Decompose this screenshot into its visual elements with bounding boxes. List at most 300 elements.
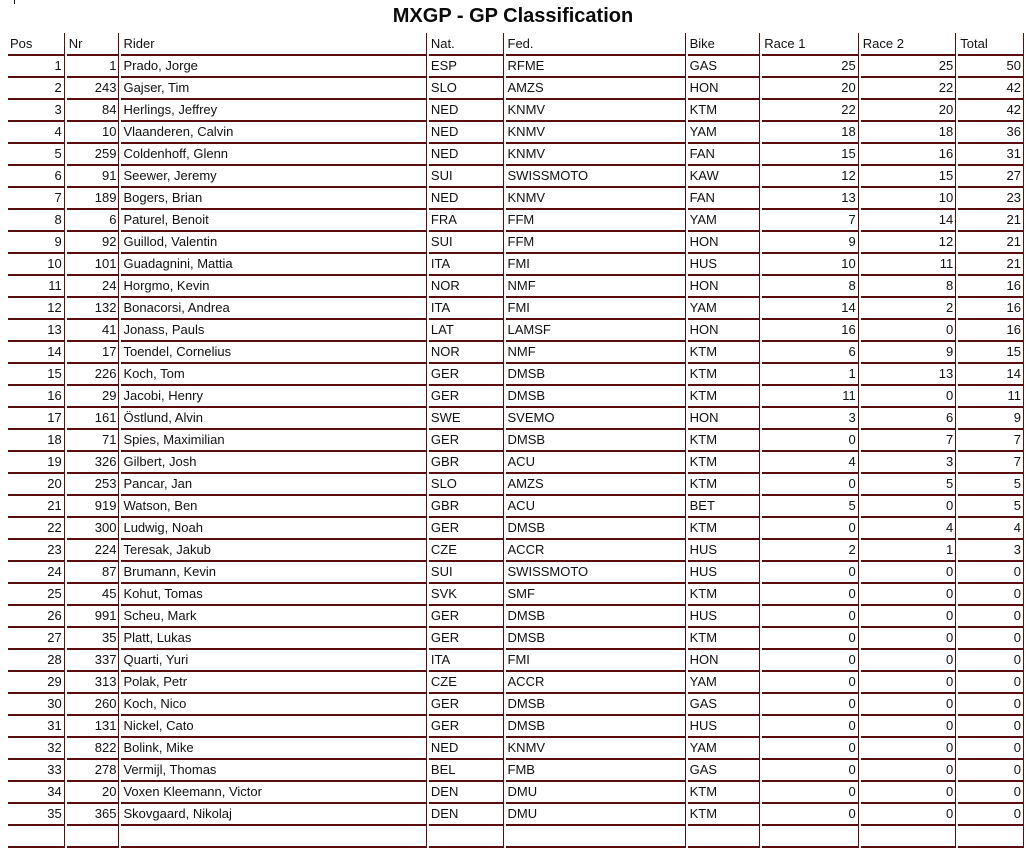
- cell-total: 0: [958, 782, 1024, 804]
- cell-bike: KTM: [688, 386, 761, 408]
- cell-fed: DMSB: [506, 694, 686, 716]
- cell-pos: 27: [8, 628, 65, 650]
- cell-fed: NMF: [506, 342, 686, 364]
- cell-bike: YAM: [688, 298, 761, 320]
- cell-fed: SWISSMOTO: [506, 562, 686, 584]
- cell-nat: GER: [429, 386, 504, 408]
- cell-bike: HON: [688, 320, 761, 342]
- cell-bike: KTM: [688, 804, 761, 826]
- table-row: [8, 320, 1024, 342]
- cell-total: 0: [958, 562, 1024, 584]
- table-row: [8, 716, 1024, 738]
- column-header-bike: Bike: [688, 33, 761, 56]
- cell-race1: 0: [762, 606, 859, 628]
- cell-race2: 0: [861, 562, 957, 584]
- cell-race1: 0: [762, 650, 859, 672]
- cell-pos: 33: [8, 760, 65, 782]
- table-row: [8, 144, 1024, 166]
- table-row: [8, 518, 1024, 540]
- cell-race2: 6: [861, 408, 957, 430]
- cell-fed: KNMV: [506, 144, 686, 166]
- cell-race2: 16: [861, 144, 957, 166]
- cell-fed: FMI: [506, 650, 686, 672]
- cell-rider: Koch, Tom: [121, 364, 426, 386]
- cell-bike: YAM: [688, 738, 761, 760]
- cell-pos: 23: [8, 540, 65, 562]
- cell-total: 4: [958, 518, 1024, 540]
- cell-nr: 313: [67, 672, 120, 694]
- cell-bike: YAM: [688, 122, 761, 144]
- cell-pos: 2: [8, 78, 65, 100]
- cell-rider: Voxen Kleemann, Victor: [121, 782, 426, 804]
- table-row: [8, 276, 1024, 298]
- column-header-total: Total: [958, 33, 1024, 56]
- cell-nat: NED: [429, 188, 504, 210]
- cell-nat: SUI: [429, 232, 504, 254]
- cell-fed: ACU: [506, 496, 686, 518]
- cell-race1: 10: [762, 254, 859, 276]
- cell-pos: 25: [8, 584, 65, 606]
- cell-fed: DMSB: [506, 386, 686, 408]
- cell-race2: 9: [861, 342, 957, 364]
- cell-bike: BET: [688, 496, 761, 518]
- cell-rider: Vermijl, Thomas: [121, 760, 426, 782]
- cell-pos: 20: [8, 474, 65, 496]
- cell-bike: HON: [688, 276, 761, 298]
- cell-rider: Bolink, Mike: [121, 738, 426, 760]
- cell-fed: KNMV: [506, 122, 686, 144]
- cell-pos: 15: [8, 364, 65, 386]
- cell-race2: 11: [861, 254, 957, 276]
- cell-nr: 365: [67, 804, 120, 826]
- cell-total: 16: [958, 320, 1024, 342]
- cell-total: 23: [958, 188, 1024, 210]
- cell-nat: ITA: [429, 650, 504, 672]
- cell-race1: 22: [762, 100, 859, 122]
- table-row: [8, 562, 1024, 584]
- cell-nat: DEN: [429, 782, 504, 804]
- cell-pos: 32: [8, 738, 65, 760]
- cell-total: 5: [958, 474, 1024, 496]
- cell-bike: KTM: [688, 342, 761, 364]
- cell-bike: KTM: [688, 364, 761, 386]
- cell-fed: FFM: [506, 232, 686, 254]
- cell-fed: DMSB: [506, 430, 686, 452]
- table-row: [8, 760, 1024, 782]
- cell-nr: 822: [67, 738, 120, 760]
- cell-nr: 300: [67, 518, 120, 540]
- cell-empty: [958, 826, 1024, 848]
- cell-pos: 8: [8, 210, 65, 232]
- table-row: [8, 474, 1024, 496]
- cell-rider: Vlaanderen, Calvin: [121, 122, 426, 144]
- cell-total: 42: [958, 78, 1024, 100]
- cell-fed: DMSB: [506, 716, 686, 738]
- cell-rider: Horgmo, Kevin: [121, 276, 426, 298]
- cell-total: 11: [958, 386, 1024, 408]
- cell-pos: 28: [8, 650, 65, 672]
- cell-fed: SMF: [506, 584, 686, 606]
- cell-rider: Guadagnini, Mattia: [121, 254, 426, 276]
- cell-nat: GER: [429, 694, 504, 716]
- cell-nr: 10: [67, 122, 120, 144]
- cell-total: 14: [958, 364, 1024, 386]
- cell-nat: GER: [429, 364, 504, 386]
- cell-pos: 3: [8, 100, 65, 122]
- cell-pos: 9: [8, 232, 65, 254]
- cell-bike: KAW: [688, 166, 761, 188]
- cell-total: 0: [958, 738, 1024, 760]
- cell-total: 16: [958, 298, 1024, 320]
- cell-fed: DMSB: [506, 606, 686, 628]
- cell-bike: HUS: [688, 254, 761, 276]
- cell-rider: Spies, Maximilian: [121, 430, 426, 452]
- cell-pos: 34: [8, 782, 65, 804]
- table-row: [8, 628, 1024, 650]
- cell-nat: CZE: [429, 540, 504, 562]
- cell-pos: 31: [8, 716, 65, 738]
- cell-fed: FMI: [506, 254, 686, 276]
- cell-pos: 6: [8, 166, 65, 188]
- cell-bike: GAS: [688, 694, 761, 716]
- cell-rider: Scheu, Mark: [121, 606, 426, 628]
- cell-race2: 0: [861, 496, 957, 518]
- cell-race1: 0: [762, 430, 859, 452]
- cell-bike: HON: [688, 408, 761, 430]
- column-header-nat: Nat.: [429, 33, 504, 56]
- cell-fed: KNMV: [506, 100, 686, 122]
- cell-nr: 326: [67, 452, 120, 474]
- cell-rider: Brumann, Kevin: [121, 562, 426, 584]
- cell-total: 21: [958, 210, 1024, 232]
- cell-race1: 16: [762, 320, 859, 342]
- cell-rider: Polak, Petr: [121, 672, 426, 694]
- cell-race1: 0: [762, 518, 859, 540]
- cell-nat: FRA: [429, 210, 504, 232]
- cell-race1: 3: [762, 408, 859, 430]
- cell-race1: 0: [762, 716, 859, 738]
- table-row: [8, 672, 1024, 694]
- cell-nr: 29: [67, 386, 120, 408]
- cell-bike: KTM: [688, 430, 761, 452]
- cell-nr: 35: [67, 628, 120, 650]
- cell-pos: 29: [8, 672, 65, 694]
- cell-nr: 1: [67, 56, 120, 78]
- table-row: [8, 364, 1024, 386]
- cell-nat: ESP: [429, 56, 504, 78]
- cell-empty: [762, 826, 859, 848]
- table-header-row: [8, 33, 1024, 56]
- cell-bike: FAN: [688, 144, 761, 166]
- cell-pos: 17: [8, 408, 65, 430]
- cell-total: 5: [958, 496, 1024, 518]
- classification-table: [6, 33, 1026, 848]
- cell-total: 0: [958, 650, 1024, 672]
- cell-total: 36: [958, 122, 1024, 144]
- cell-bike: HUS: [688, 562, 761, 584]
- cell-pos: 19: [8, 452, 65, 474]
- cell-race2: 20: [861, 100, 957, 122]
- cell-empty: [506, 826, 686, 848]
- cell-bike: KTM: [688, 518, 761, 540]
- cell-nat: SUI: [429, 166, 504, 188]
- table-row: [8, 122, 1024, 144]
- cell-race2: 0: [861, 782, 957, 804]
- table-row: [8, 254, 1024, 276]
- table-row: [8, 298, 1024, 320]
- cell-pos: 26: [8, 606, 65, 628]
- cell-pos: 30: [8, 694, 65, 716]
- cell-bike: GAS: [688, 56, 761, 78]
- cell-pos: 11: [8, 276, 65, 298]
- cell-total: 42: [958, 100, 1024, 122]
- cell-race2: 15: [861, 166, 957, 188]
- cell-rider: Paturel, Benoit: [121, 210, 426, 232]
- cell-race2: 0: [861, 694, 957, 716]
- table-row: [8, 386, 1024, 408]
- cell-nat: NED: [429, 738, 504, 760]
- cell-nat: SVK: [429, 584, 504, 606]
- cell-race2: 0: [861, 672, 957, 694]
- cell-bike: YAM: [688, 210, 761, 232]
- table-row: [8, 540, 1024, 562]
- cell-race2: 0: [861, 320, 957, 342]
- cell-nr: 87: [67, 562, 120, 584]
- cell-nr: 991: [67, 606, 120, 628]
- cell-nr: 243: [67, 78, 120, 100]
- cell-nat: ITA: [429, 298, 504, 320]
- cell-nr: 20: [67, 782, 120, 804]
- cell-total: 15: [958, 342, 1024, 364]
- cell-race2: 3: [861, 452, 957, 474]
- cell-total: 27: [958, 166, 1024, 188]
- cell-fed: AMZS: [506, 474, 686, 496]
- cell-fed: SVEMO: [506, 408, 686, 430]
- cell-race1: 20: [762, 78, 859, 100]
- cell-race2: 0: [861, 606, 957, 628]
- cell-empty: [861, 826, 957, 848]
- cell-nr: 45: [67, 584, 120, 606]
- cell-nr: 91: [67, 166, 120, 188]
- cell-total: 50: [958, 56, 1024, 78]
- cell-total: 0: [958, 628, 1024, 650]
- table-row: [8, 694, 1024, 716]
- cell-total: 3: [958, 540, 1024, 562]
- cell-race1: 0: [762, 628, 859, 650]
- cell-nat: NED: [429, 122, 504, 144]
- cell-total: 21: [958, 254, 1024, 276]
- cell-nat: NOR: [429, 342, 504, 364]
- cell-rider: Nickel, Cato: [121, 716, 426, 738]
- cell-nr: 260: [67, 694, 120, 716]
- cell-bike: KTM: [688, 100, 761, 122]
- cell-nr: 71: [67, 430, 120, 452]
- cell-pos: 1: [8, 56, 65, 78]
- cell-bike: KTM: [688, 584, 761, 606]
- cell-race1: 1: [762, 364, 859, 386]
- cell-race1: 14: [762, 298, 859, 320]
- cell-nat: SWE: [429, 408, 504, 430]
- table-row: [8, 100, 1024, 122]
- cell-rider: Bonacorsi, Andrea: [121, 298, 426, 320]
- cell-fed: FFM: [506, 210, 686, 232]
- cell-rider: Skovgaard, Nikolaj: [121, 804, 426, 826]
- cell-rider: Jacobi, Henry: [121, 386, 426, 408]
- cell-pos: 35: [8, 804, 65, 826]
- cell-pos: 12: [8, 298, 65, 320]
- cell-pos: 14: [8, 342, 65, 364]
- cell-fed: KNMV: [506, 738, 686, 760]
- cell-race1: 0: [762, 782, 859, 804]
- cell-nr: 259: [67, 144, 120, 166]
- cell-nat: GER: [429, 716, 504, 738]
- cell-nr: 919: [67, 496, 120, 518]
- cell-nat: SLO: [429, 78, 504, 100]
- cell-nat: GBR: [429, 452, 504, 474]
- cell-nr: 92: [67, 232, 120, 254]
- cell-pos: 7: [8, 188, 65, 210]
- table-row: [8, 606, 1024, 628]
- cell-race1: 0: [762, 760, 859, 782]
- cell-race2: 2: [861, 298, 957, 320]
- cell-nr: 226: [67, 364, 120, 386]
- cell-rider: Platt, Lukas: [121, 628, 426, 650]
- cell-nr: 337: [67, 650, 120, 672]
- cell-pos: 5: [8, 144, 65, 166]
- cell-race2: 0: [861, 716, 957, 738]
- column-header-pos: Pos: [8, 33, 65, 56]
- cell-race2: 18: [861, 122, 957, 144]
- cell-rider: Ludwig, Noah: [121, 518, 426, 540]
- cell-nr: 278: [67, 760, 120, 782]
- cell-nr: 41: [67, 320, 120, 342]
- table-row-cutoff: [8, 826, 1024, 848]
- cell-fed: DMSB: [506, 518, 686, 540]
- cell-race1: 0: [762, 584, 859, 606]
- cell-fed: NMF: [506, 276, 686, 298]
- cell-empty: [8, 826, 65, 848]
- cell-race1: 15: [762, 144, 859, 166]
- cell-nat: CZE: [429, 672, 504, 694]
- cell-race2: 10: [861, 188, 957, 210]
- table-row: [8, 56, 1024, 78]
- cell-rider: Toendel, Cornelius: [121, 342, 426, 364]
- cell-fed: LAMSF: [506, 320, 686, 342]
- cell-fed: DMSB: [506, 364, 686, 386]
- cell-bike: HON: [688, 78, 761, 100]
- table-row: [8, 408, 1024, 430]
- cell-race2: 0: [861, 760, 957, 782]
- cell-fed: DMSB: [506, 628, 686, 650]
- cell-rider: Teresak, Jakub: [121, 540, 426, 562]
- table-row: [8, 430, 1024, 452]
- cell-fed: ACCR: [506, 540, 686, 562]
- cell-race1: 25: [762, 56, 859, 78]
- cell-race2: 0: [861, 628, 957, 650]
- cell-nat: LAT: [429, 320, 504, 342]
- cell-race2: 13: [861, 364, 957, 386]
- cell-rider: Gajser, Tim: [121, 78, 426, 100]
- cell-rider: Watson, Ben: [121, 496, 426, 518]
- table-row: [8, 584, 1024, 606]
- cell-bike: FAN: [688, 188, 761, 210]
- cell-pos: 22: [8, 518, 65, 540]
- cell-rider: Jonass, Pauls: [121, 320, 426, 342]
- cell-total: 0: [958, 804, 1024, 826]
- cell-nr: 24: [67, 276, 120, 298]
- cell-nr: 224: [67, 540, 120, 562]
- cell-nat: ITA: [429, 254, 504, 276]
- cell-race1: 11: [762, 386, 859, 408]
- cell-nr: 84: [67, 100, 120, 122]
- cell-nat: BEL: [429, 760, 504, 782]
- cell-rider: Prado, Jorge: [121, 56, 426, 78]
- column-header-rider: Rider: [121, 33, 426, 56]
- cell-bike: KTM: [688, 782, 761, 804]
- cell-rider: Kohut, Tomas: [121, 584, 426, 606]
- table-row: [8, 452, 1024, 474]
- table-row: [8, 210, 1024, 232]
- cell-rider: Bogers, Brian: [121, 188, 426, 210]
- cell-pos: 24: [8, 562, 65, 584]
- cell-nr: 6: [67, 210, 120, 232]
- table-row: [8, 342, 1024, 364]
- cell-total: 0: [958, 760, 1024, 782]
- cell-rider: Gilbert, Josh: [121, 452, 426, 474]
- cell-nr: 101: [67, 254, 120, 276]
- cell-bike: KTM: [688, 474, 761, 496]
- cell-bike: KTM: [688, 628, 761, 650]
- cell-pos: 16: [8, 386, 65, 408]
- cell-race2: 0: [861, 738, 957, 760]
- cell-total: 0: [958, 716, 1024, 738]
- cell-race1: 2: [762, 540, 859, 562]
- cell-total: 21: [958, 232, 1024, 254]
- column-header-race1: Race 1: [762, 33, 859, 56]
- table-row: [8, 166, 1024, 188]
- cell-bike: GAS: [688, 760, 761, 782]
- column-header-nr: Nr: [67, 33, 120, 56]
- cell-fed: SWISSMOTO: [506, 166, 686, 188]
- cell-nat: GBR: [429, 496, 504, 518]
- column-header-fed: Fed.: [506, 33, 686, 56]
- cell-nr: 131: [67, 716, 120, 738]
- cell-race1: 4: [762, 452, 859, 474]
- cell-race2: 0: [861, 584, 957, 606]
- cell-pos: 18: [8, 430, 65, 452]
- table-body: [8, 56, 1024, 848]
- cell-race2: 25: [861, 56, 957, 78]
- cell-race1: 0: [762, 738, 859, 760]
- cell-race1: 0: [762, 804, 859, 826]
- column-header-race2: Race 2: [861, 33, 957, 56]
- table-row: [8, 78, 1024, 100]
- cell-fed: ACCR: [506, 672, 686, 694]
- cell-nat: NOR: [429, 276, 504, 298]
- cell-nat: SLO: [429, 474, 504, 496]
- cell-bike: HON: [688, 650, 761, 672]
- cell-rider: Seewer, Jeremy: [121, 166, 426, 188]
- cell-race2: 0: [861, 386, 957, 408]
- cell-empty: [121, 826, 426, 848]
- cell-rider: Östlund, Alvin: [121, 408, 426, 430]
- cell-nr: 189: [67, 188, 120, 210]
- cell-race1: 7: [762, 210, 859, 232]
- cell-rider: Pancar, Jan: [121, 474, 426, 496]
- cell-rider: Quarti, Yuri: [121, 650, 426, 672]
- cell-bike: HON: [688, 232, 761, 254]
- cell-rider: Herlings, Jeffrey: [121, 100, 426, 122]
